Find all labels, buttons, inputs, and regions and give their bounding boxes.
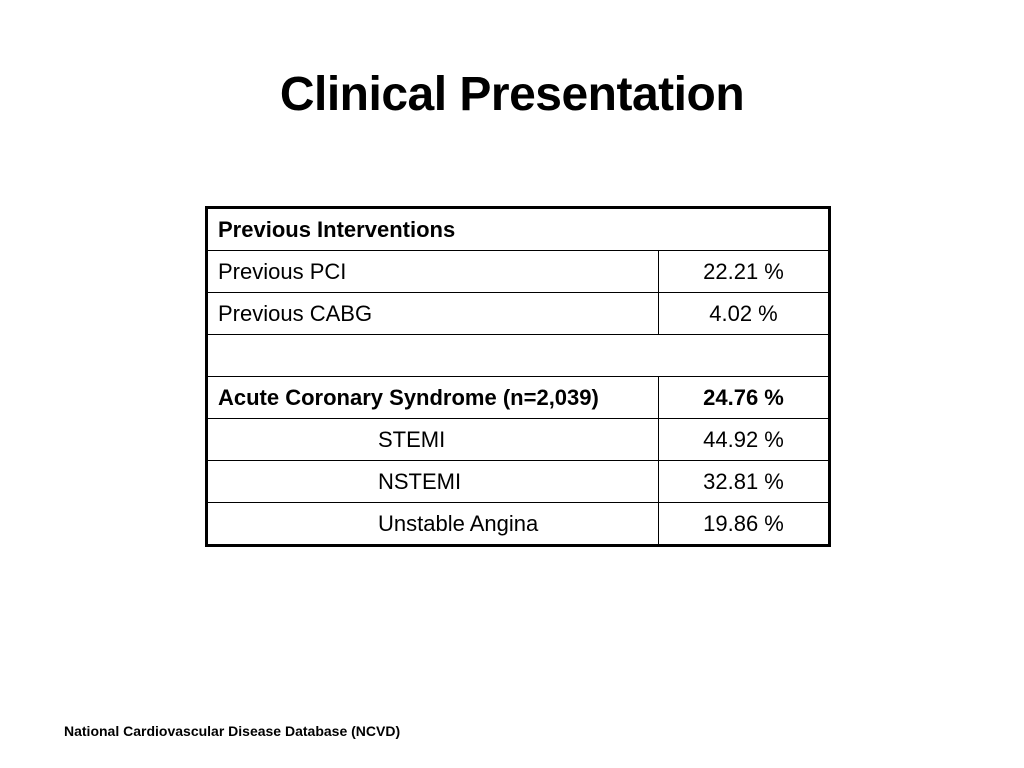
row-label-nstemi: NSTEMI	[207, 461, 659, 503]
row-value-stemi: 44.92 %	[659, 419, 830, 461]
table-row-empty	[207, 335, 830, 377]
row-label-previous-pci: Previous PCI	[207, 251, 659, 293]
row-label-stemi: STEMI	[207, 419, 659, 461]
table-row	[207, 251, 830, 293]
table-row	[207, 377, 830, 419]
empty-spacer-cell	[207, 335, 830, 377]
table-row	[207, 208, 830, 251]
row-value-acs: 24.76 %	[659, 377, 830, 419]
section-header-previous-interventions: Previous Interventions	[207, 208, 830, 251]
table-row	[207, 419, 830, 461]
row-value-previous-cabg: 4.02 %	[659, 293, 830, 335]
row-value-nstemi: 32.81 %	[659, 461, 830, 503]
table-row	[207, 461, 830, 503]
row-value-previous-pci: 22.21 %	[659, 251, 830, 293]
row-value-unstable-angina: 19.86 %	[659, 503, 830, 546]
row-label-unstable-angina: Unstable Angina	[207, 503, 659, 546]
footer-source: National Cardiovascular Disease Database (NCVD)	[64, 723, 401, 739]
row-label-previous-cabg: Previous CABG	[207, 293, 659, 335]
clinical-presentation-table	[205, 206, 831, 547]
slide-title: Clinical Presentation	[279, 68, 745, 121]
table-row	[207, 503, 830, 546]
row-label-acs: Acute Coronary Syndrome (n=2,039)	[207, 377, 659, 419]
table-row	[207, 293, 830, 335]
